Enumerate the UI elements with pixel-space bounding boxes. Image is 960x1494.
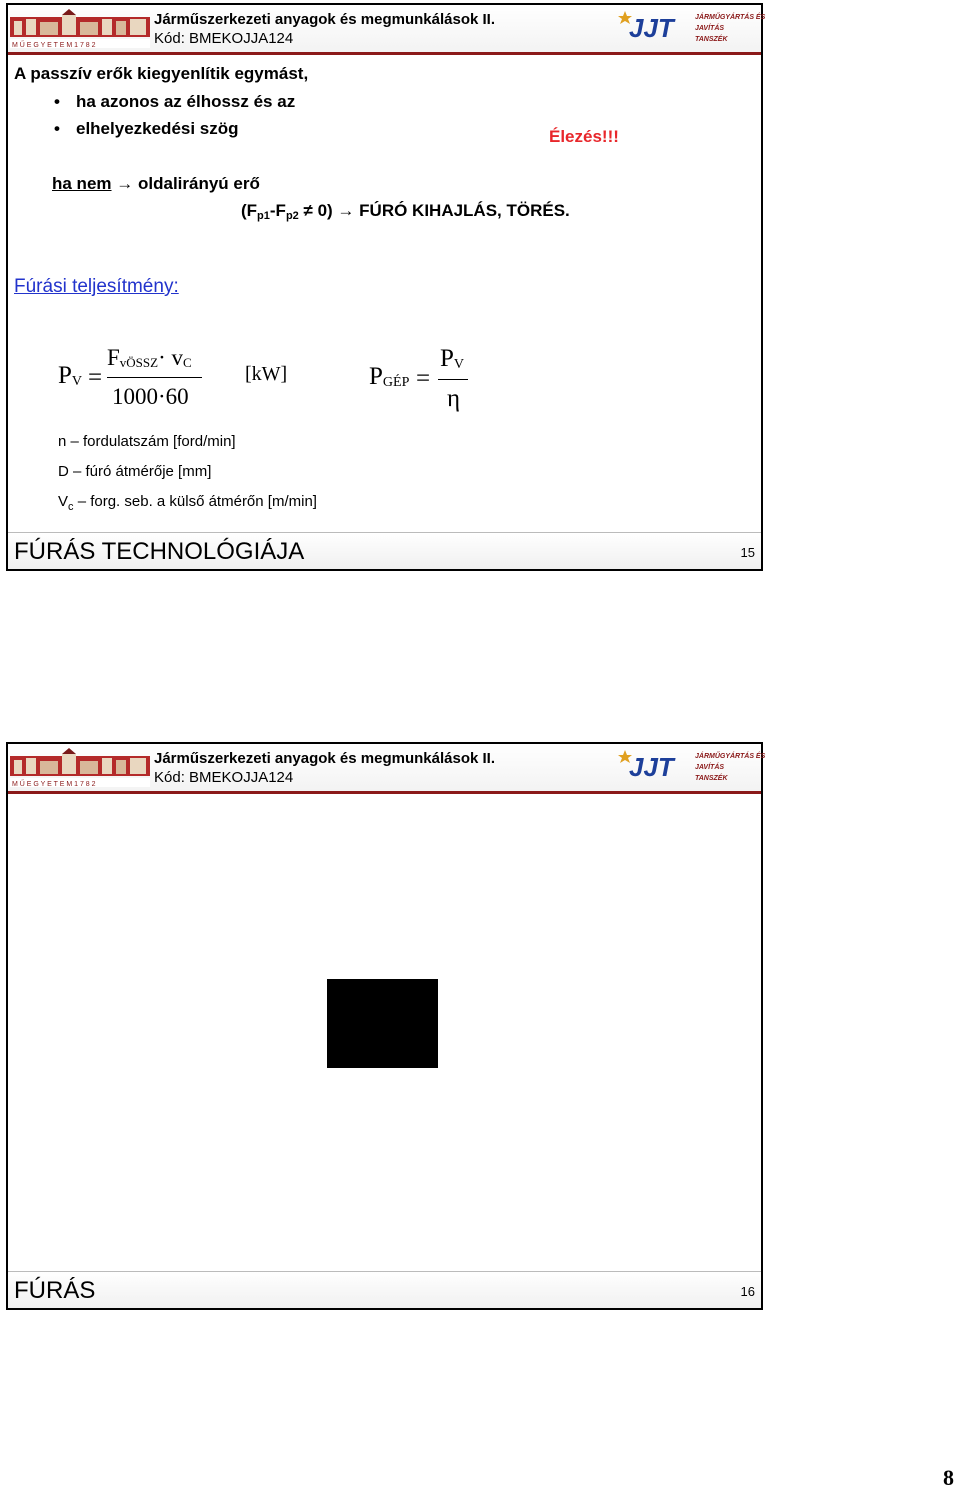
result-text: FÚRÓ KIHAJLÁS, TÖRÉS. bbox=[359, 201, 570, 220]
svg-text:M Ű E G Y E T E M 1 7 8 2: M Ű E G Y E T E M 1 7 8 2 bbox=[12, 42, 96, 49]
if-not-text: ha nem bbox=[52, 174, 112, 193]
slide-header bbox=[8, 744, 766, 794]
slide-title: FÚRÁS bbox=[14, 1277, 96, 1304]
unit-label: [kW] bbox=[245, 363, 288, 385]
definition-d: D – fúró átmérője [mm] bbox=[58, 463, 212, 480]
svg-text:JAVÍTÁS: JAVÍTÁS bbox=[695, 25, 725, 32]
bullet-item: • ha azonos az élhossz és az bbox=[76, 92, 295, 112]
fraction-bar bbox=[438, 379, 468, 380]
power-heading: Fúrási teljesítmény: bbox=[14, 276, 179, 297]
force-condition: $(F_{p1}-F_{p2} \ne 0)$ → FÚRÓ KIHAJLÁS, TÖRÉS. bbox=[241, 201, 570, 222]
course-code: Kód: BMEKOJJA124 bbox=[154, 30, 294, 47]
slide-footer bbox=[8, 1271, 761, 1308]
department-logo-icon bbox=[619, 7, 766, 49]
svg-text:JJT: JJT bbox=[629, 13, 674, 43]
fraction-bar bbox=[107, 377, 202, 378]
svg-text:TANSZÉK: TANSZÉK bbox=[695, 36, 728, 43]
course-title: Járműszerkezeti anyagok és megmunkálások II. bbox=[154, 11, 495, 28]
side-force-text: oldalirányú erő bbox=[138, 174, 260, 193]
university-logo-icon bbox=[10, 9, 150, 49]
svg-text:JÁRMŰGYÁRTÁS ÉS: JÁRMŰGYÁRTÁS ÉS bbox=[695, 14, 766, 21]
department-logo-icon bbox=[619, 746, 766, 788]
slide-number: 16 bbox=[740, 1284, 755, 1299]
svg-text:JJT: JJT bbox=[629, 752, 674, 782]
arrow-icon: → bbox=[116, 174, 134, 193]
definition-n: n – fordulatszám [ford/min] bbox=[58, 433, 236, 450]
course-title: Járműszerkezeti anyagok és megmunkálások II. bbox=[154, 750, 495, 767]
university-logo-icon bbox=[10, 748, 150, 788]
definition-vc: $V_c$ – forg. seb. a külső átmérőn [m/min] bbox=[58, 493, 317, 513]
if-not-line bbox=[52, 174, 260, 194]
arrow-icon: → bbox=[337, 201, 355, 220]
slide-16 bbox=[6, 742, 766, 1310]
slide-title: FÚRÁS TECHNOLÓGIÁJA bbox=[14, 538, 305, 565]
svg-text:JÁRMŰGYÁRTÁS ÉS: JÁRMŰGYÁRTÁS ÉS bbox=[695, 753, 766, 760]
svg-text:JAVÍTÁS: JAVÍTÁS bbox=[695, 764, 725, 771]
intro-text: A passzív erők kiegyenlítik egymást, bbox=[14, 64, 309, 83]
bullet-item: • elhelyezkedési szög bbox=[76, 119, 239, 139]
sheet-page-number: 8 bbox=[943, 1465, 954, 1490]
image-placeholder bbox=[327, 979, 438, 1068]
svg-text:TANSZÉK: TANSZÉK bbox=[695, 775, 728, 782]
course-code: Kód: BMEKOJJA124 bbox=[154, 769, 294, 786]
slide-number: 15 bbox=[740, 545, 755, 560]
svg-text:M Ű E G Y E T E M 1 7 8 2: M Ű E G Y E T E M 1 7 8 2 bbox=[12, 781, 96, 788]
slide-15: M Ű E G Y E T E M 1 7 8 2 Járműszerkezeti anyagok és megmunkálások II. Kód: BMEKOJJA124 JJT JÁRMŰGYÁRTÁS ÉS JAVÍTÁS TANSZÉK A passzív erők kiegyenlítik egymást, • ha azonos az élhossz és az • elhelyezkedési szög Élezés!!! ha nem → oldalirányú erő $(F_{p1}-F_{p2} \ne 0)$ → FÚRÓ KIHAJLÁS, TÖRÉS. Fúrási teljesítmény: $P_V$ = $F_{vÖSSZ}\cdot v_C$ 1000·60 [kW] $P_{GÉP}$ = $P_V$ η n – fordulatszám [ford/min] D – fúró átmérője [mm] $V_c$ – forg. seb. a külső átmérőn [m/min] FÚRÁS TECHNOLÓGIÁJA 15 bbox=[6, 3, 763, 571]
slide-header bbox=[8, 5, 766, 55]
slide-footer bbox=[8, 532, 761, 569]
sharpening-note: Élezés!!! bbox=[549, 127, 619, 146]
